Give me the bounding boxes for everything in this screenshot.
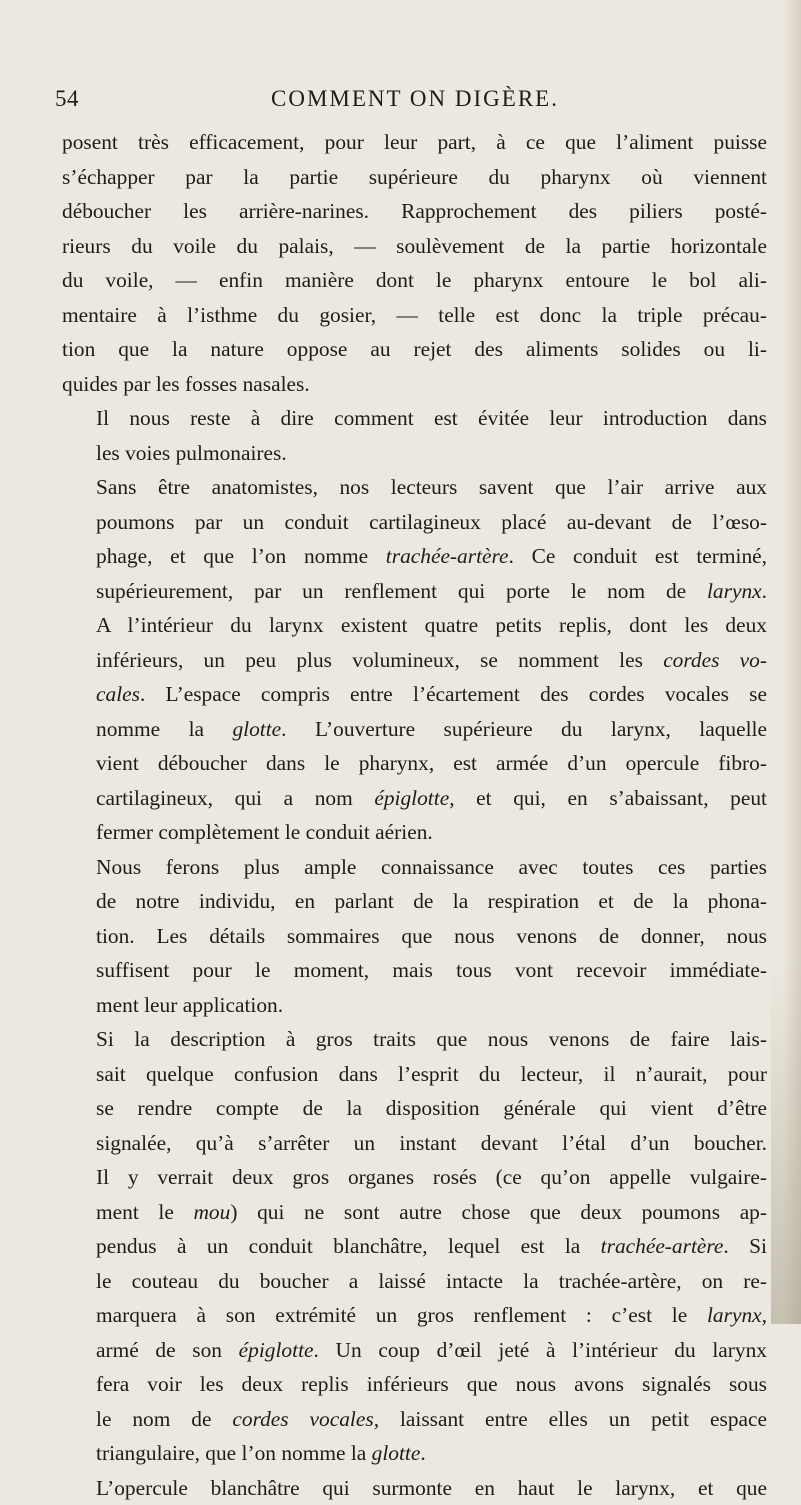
text-segment: déboucher les arrière-narines. Rapprochement des piliers posté- bbox=[62, 199, 767, 223]
text-line bbox=[62, 574, 767, 609]
text-line bbox=[62, 781, 767, 816]
text-segment: marquera à son extrémité un gros renflement : c’est le bbox=[96, 1303, 707, 1327]
text-segment: . bbox=[420, 1441, 425, 1465]
text-segment: signalée, qu’à s’arrêter un instant devant l’étal d’un boucher. bbox=[96, 1131, 767, 1155]
text-line bbox=[62, 229, 767, 264]
text-segment: , et qui, en s’abaissant, peut bbox=[449, 786, 767, 810]
italic-term: larynx bbox=[707, 579, 762, 603]
text-segment: . Un coup d’œil jeté à l’intérieur du larynx bbox=[314, 1338, 767, 1362]
text-segment: . Ce conduit est terminé, bbox=[509, 544, 767, 568]
text-segment: fermer complètement le conduit aérien. bbox=[96, 820, 433, 844]
text-line bbox=[62, 1229, 767, 1264]
italic-term: cordes vo- bbox=[663, 648, 767, 672]
text-segment: du voile, — enfin manière dont le pharynx entoure le bol ali- bbox=[62, 268, 767, 292]
text-segment: ment leur application. bbox=[96, 993, 283, 1017]
page-header bbox=[55, 86, 775, 116]
text-segment: les voies pulmonaires. bbox=[96, 441, 287, 465]
text-line bbox=[62, 505, 767, 540]
text-line bbox=[62, 850, 767, 885]
text-line bbox=[62, 160, 767, 195]
text-line bbox=[62, 1436, 767, 1471]
text-line bbox=[62, 1022, 767, 1057]
text-segment: . bbox=[762, 579, 767, 603]
text-line bbox=[62, 1264, 767, 1299]
text-line bbox=[62, 1160, 767, 1195]
text-line bbox=[62, 539, 767, 574]
text-line bbox=[62, 1333, 767, 1368]
text-segment: pendus à un conduit blanchâtre, lequel est la bbox=[96, 1234, 601, 1258]
text-segment: de notre individu, en parlant de la respiration et de la phona- bbox=[96, 889, 767, 913]
text-line bbox=[62, 884, 767, 919]
running-head: COMMENT ON DIGÈRE. bbox=[55, 86, 775, 112]
text-line bbox=[62, 298, 767, 333]
text-line bbox=[62, 1057, 767, 1092]
text-segment: Nous ferons plus ample connaissance avec toutes ces parties bbox=[96, 855, 767, 879]
text-line bbox=[62, 1091, 767, 1126]
italic-term: mou bbox=[193, 1200, 230, 1224]
text-segment: Il nous reste à dire comment est évitée leur introduction dans bbox=[96, 406, 767, 430]
text-segment: s’échapper par la partie supérieure du pharynx où viennent bbox=[62, 165, 767, 189]
italic-term: larynx bbox=[707, 1303, 762, 1327]
italic-term: cales bbox=[96, 682, 140, 706]
text-segment: . L’espace compris entre l’écartement des cordes vocales se bbox=[140, 682, 767, 706]
text-segment: le couteau du boucher a laissé intacte la trachée-artère, on re- bbox=[96, 1269, 767, 1293]
italic-term: épiglotte bbox=[239, 1338, 314, 1362]
italic-term: glotte bbox=[372, 1441, 421, 1465]
text-line bbox=[62, 1126, 767, 1161]
text-line bbox=[62, 677, 767, 712]
text-segment: , laissant entre elles un petit espace bbox=[374, 1407, 767, 1431]
italic-term: cordes vocales bbox=[232, 1407, 373, 1431]
text-segment: quides par les fosses nasales. bbox=[62, 372, 310, 396]
text-segment: ) qui ne sont autre chose que deux poumons ap- bbox=[230, 1200, 767, 1224]
text-segment: cartilagineux, qui a nom bbox=[96, 786, 374, 810]
text-line bbox=[62, 1195, 767, 1230]
text-segment: triangulaire, que l’on nomme la bbox=[96, 1441, 372, 1465]
text-segment: sait quelque confusion dans l’esprit du lecteur, il n’aurait, pour bbox=[96, 1062, 767, 1086]
text-line bbox=[62, 1367, 767, 1402]
text-line bbox=[62, 712, 767, 747]
page-number: 54 bbox=[55, 86, 79, 112]
text-line bbox=[62, 401, 767, 436]
text-segment: vient déboucher dans le pharynx, est armée d’un opercule fibro- bbox=[96, 751, 767, 775]
text-segment: rieurs du voile du palais, — soulèvement de la partie horizontale bbox=[62, 234, 767, 258]
text-line bbox=[62, 1402, 767, 1437]
text-segment: , bbox=[762, 1303, 767, 1327]
text-segment: A l’intérieur du larynx existent quatre petits replis, dont les deux bbox=[96, 613, 767, 637]
paragraph bbox=[62, 401, 767, 470]
text-line bbox=[62, 436, 767, 471]
text-segment: suffisent pour le moment, mais tous vont recevoir immédiate- bbox=[96, 958, 767, 982]
text-line bbox=[62, 263, 767, 298]
text-segment: tion que la nature oppose au rejet des aliments solides ou li- bbox=[62, 337, 767, 361]
italic-term: trachée-artère bbox=[386, 544, 509, 568]
text-line bbox=[62, 643, 767, 678]
text-segment: Si la description à gros traits que nous venons de faire lais- bbox=[96, 1027, 767, 1051]
text-segment: tion. Les détails sommaires que nous venons de donner, nous bbox=[96, 924, 767, 948]
text-segment: supérieurement, par un renflement qui porte le nom de bbox=[96, 579, 707, 603]
text-segment: le nom de bbox=[96, 1407, 232, 1431]
text-line bbox=[62, 194, 767, 229]
text-segment: . L’ouverture supérieure du larynx, laquelle bbox=[281, 717, 767, 741]
paragraph bbox=[62, 125, 767, 401]
text-segment: mentaire à l’isthme du gosier, — telle est donc la triple précau- bbox=[62, 303, 767, 327]
page-corner-stain bbox=[771, 964, 801, 1324]
text-segment: armé de son bbox=[96, 1338, 239, 1362]
paragraph bbox=[62, 1471, 767, 1505]
text-segment: Sans être anatomistes, nos lecteurs savent que l’air arrive aux bbox=[96, 475, 767, 499]
text-line bbox=[62, 953, 767, 988]
body-text bbox=[62, 125, 767, 1505]
text-segment: nomme la bbox=[96, 717, 232, 741]
text-line bbox=[62, 815, 767, 850]
text-line bbox=[62, 332, 767, 367]
italic-term: épiglotte bbox=[374, 786, 449, 810]
text-line bbox=[62, 608, 767, 643]
text-segment: ment le bbox=[96, 1200, 193, 1224]
text-segment: se rendre compte de la disposition générale qui vient d’être bbox=[96, 1096, 767, 1120]
italic-term: trachée-artère bbox=[601, 1234, 724, 1258]
text-segment: Il y verrait deux gros organes rosés (ce qu’on appelle vulgaire- bbox=[96, 1165, 767, 1189]
paragraph bbox=[62, 850, 767, 1023]
text-segment: L’opercule blanchâtre qui surmonte en haut le larynx, et que bbox=[96, 1476, 767, 1500]
italic-term: glotte bbox=[232, 717, 281, 741]
text-line bbox=[62, 1298, 767, 1333]
text-segment: phage, et que l’on nomme bbox=[96, 544, 386, 568]
text-segment: poumons par un conduit cartilagineux placé au-devant de l’œso- bbox=[96, 510, 767, 534]
text-line bbox=[62, 367, 767, 402]
paragraph bbox=[62, 1022, 767, 1471]
text-line bbox=[62, 125, 767, 160]
text-line bbox=[62, 1471, 767, 1505]
text-line bbox=[62, 988, 767, 1023]
text-segment: . Si bbox=[723, 1234, 767, 1258]
text-line bbox=[62, 470, 767, 505]
paragraph bbox=[62, 470, 767, 850]
text-segment: posent très efficacement, pour leur part, à ce que l’aliment puisse bbox=[62, 130, 767, 154]
text-segment: inférieurs, un peu plus volumineux, se nomment les bbox=[96, 648, 663, 672]
text-segment: fera voir les deux replis inférieurs que nous avons signalés sous bbox=[96, 1372, 767, 1396]
text-line bbox=[62, 919, 767, 954]
text-line bbox=[62, 746, 767, 781]
